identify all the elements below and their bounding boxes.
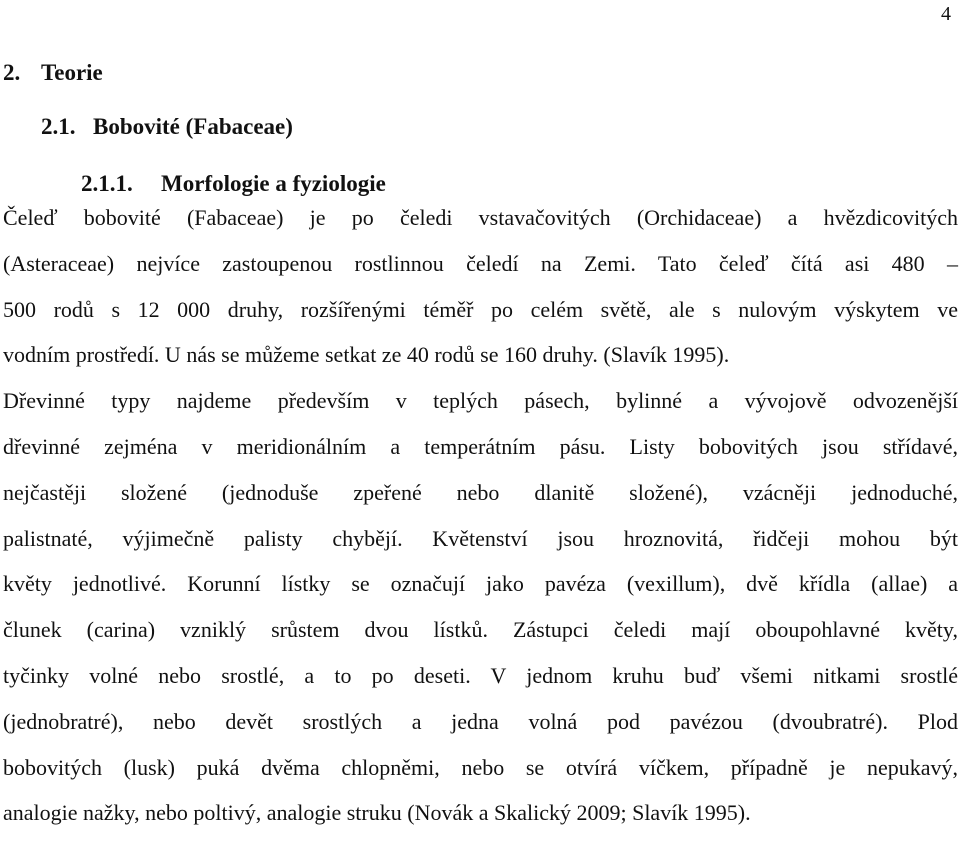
paragraph-line: bobovitých (lusk) puká dvěma chlopněmi, nebo se otvírá víčkem, případně je nepukavý, xyxy=(3,754,958,780)
paragraph-line: květy jednotlivé. Korunní lístky se označují jako pavéza (vexillum), dvě křídla (allae) a xyxy=(3,571,958,597)
paragraph-line: vodním prostředí. U nás se můžeme setkat ze 40 rodů se 160 druhy. (Slavík 1995). xyxy=(3,342,730,368)
paragraph-line: palistnaté, výjimečně palisty chybějí. Květenství jsou hroznovitá, řidčeji mohou být xyxy=(3,525,958,551)
paragraph-line: nejčastěji složené (jednoduše zpeřené nebo dlanitě složené), vzácněji jednoduché, xyxy=(3,479,958,505)
page-number: 4 xyxy=(941,3,951,25)
heading-morfologie xyxy=(81,169,386,199)
paragraph-line: Čeleď bobovité (Fabaceae) je po čeledi vstavačovitých (Orchidaceae) a hvězdicovitých xyxy=(3,205,958,230)
heading-title: Bobovité (Fabaceae) xyxy=(93,114,293,139)
heading-title: Morfologie a fyziologie xyxy=(161,171,386,196)
paragraph-line: tyčinky volné nebo srostlé, a to po deseti. V jednom kruhu buď všemi nitkami srostlé xyxy=(3,662,958,688)
paragraph-line: dřevinné zejména v meridionálním a temperátním pásu. Listy bobovitých jsou střídavé, xyxy=(3,433,958,459)
heading-bobovite xyxy=(41,112,293,142)
heading-number: 2.1.1. xyxy=(81,171,133,196)
paragraph-line: analogie nažky, nebo poltivý, analogie struku (Novák a Skalický 2009; Slavík 1995). xyxy=(3,800,751,826)
heading-teorie xyxy=(3,58,103,88)
paragraph-line: 500 rodů s 12 000 druhy, rozšířenými téměř po celém světě, ale s nulovým výskytem ve xyxy=(3,296,958,322)
paragraph-line: člunek (carina) vzniklý srůstem dvou lístků. Zástupci čeledi mají oboupohlavné květy, xyxy=(3,617,958,643)
heading-number: 2. xyxy=(3,60,21,85)
paragraph-line: Dřevinné typy najdeme především v teplých pásech, bylinné a vývojově odvozenější xyxy=(3,388,958,414)
heading-title: Teorie xyxy=(41,60,103,85)
heading-number: 2.1. xyxy=(41,114,76,139)
paragraph-line: (jednobratré), nebo devět srostlých a jedna volná pod pavézou (dvoubratré). Plod xyxy=(3,708,958,734)
paragraph-line: (Asteraceae) nejvíce zastoupenou rostlinnou čeledí na Zemi. Tato čeleď čítá asi 480 – xyxy=(3,250,958,276)
body-paragraph xyxy=(3,199,958,840)
